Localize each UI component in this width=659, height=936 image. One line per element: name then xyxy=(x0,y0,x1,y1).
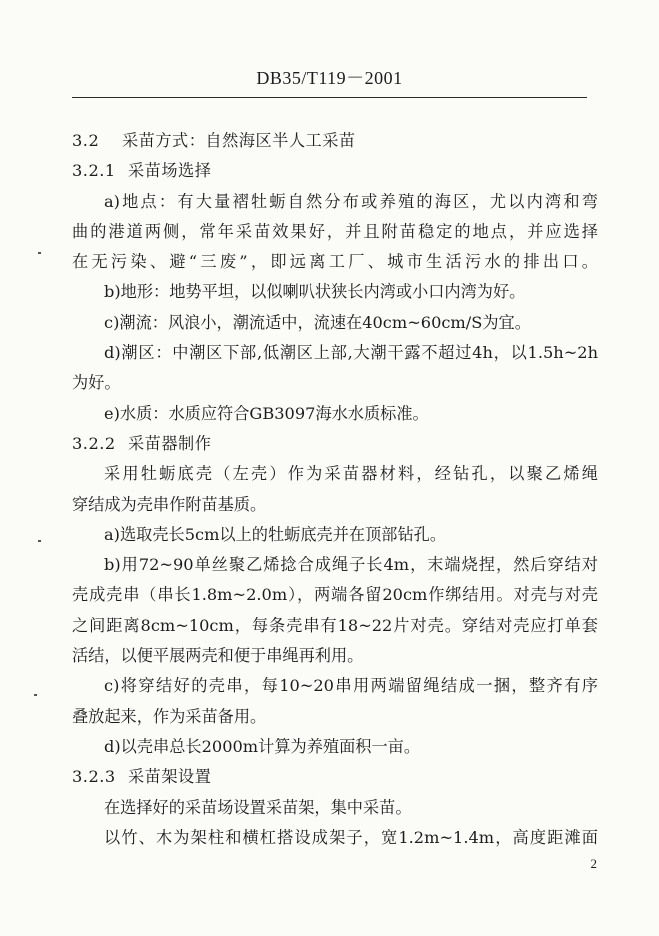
document-body xyxy=(72,126,598,853)
section-number: 3.2 xyxy=(72,131,100,150)
document-code-header: DB35/T119－2001 xyxy=(256,68,403,88)
scan-speck xyxy=(38,540,41,542)
section-number: 3.2.3 xyxy=(72,767,116,787)
paragraph-line: 为好。 xyxy=(72,373,121,393)
section-heading xyxy=(72,126,598,156)
paragraph-line: c)将穿结好的壳串，每10~20串用两端留绳结成一捆，整齐有序 xyxy=(104,676,598,696)
section-title: 采苗器制作 xyxy=(128,433,212,453)
paragraph-line: 穿结成为壳串作附苗基质。 xyxy=(72,494,267,514)
section-title: 采苗架设置 xyxy=(128,767,212,787)
section-title: 采苗场选择 xyxy=(128,161,212,181)
section-number: 3.2.1 xyxy=(72,161,116,181)
paragraph-line: 曲的港道两侧，常年采苗效果好，并且附苗稳定的地点，并应选择 xyxy=(72,221,598,241)
paragraph-line: 活结，以便平展两壳和便于串绳再利用。 xyxy=(72,646,364,666)
paragraph-line: e)水质：水质应符合GB3097海水水质标准。 xyxy=(104,403,429,423)
paragraph-line: 在选择好的采苗场设置采苗架，集中采苗。 xyxy=(104,797,412,817)
section-heading xyxy=(72,429,598,459)
page-number: 2 xyxy=(590,856,597,871)
section-heading xyxy=(72,156,598,186)
paragraph-line: a)地点：有大量褶牡蛎自然分布或养殖的海区，尤以内湾和弯 xyxy=(104,191,598,211)
paragraph-line: d)以壳串总长2000m计算为养殖面积一亩。 xyxy=(104,736,421,756)
header-rule xyxy=(72,97,587,98)
paragraph-line: a)选取壳长5cm以上的牡蛎底壳并在顶部钻孔。 xyxy=(104,524,447,544)
paragraph-line: b)用72~90单丝聚乙烯捻合成绳子长4m，末端烧捏，然后穿结对 xyxy=(104,555,598,575)
paragraph-line: c)潮流：风浪小，潮流适中，流速在40cm~60cm/S为宜。 xyxy=(104,312,531,332)
paragraph-line: 在无污染、避“三废”，即远离工厂、城市生活污水的排出口。 xyxy=(72,252,598,272)
paragraph-line: 叠放起来，作为采苗备用。 xyxy=(72,706,267,726)
paragraph-line: 采用牡蛎底壳（左壳）作为采苗器材料，经钻孔，以聚乙烯绳 xyxy=(104,464,598,484)
paragraph-line: 壳成壳串（串长1.8m~2.0m），两端各留20cm作绑结用。对壳与对壳 xyxy=(72,585,598,605)
scan-speck xyxy=(34,694,37,696)
section-number: 3.2.2 xyxy=(72,433,116,453)
scan-speck xyxy=(38,252,41,254)
paragraph-line: 之间距离8cm~10cm，每条壳串有18~22片对壳。穿结对壳应打单套 xyxy=(72,615,598,635)
paragraph-line: b)地形：地势平坦，以似喇叭状狭长内湾或小口内湾为好。 xyxy=(104,282,526,302)
paragraph-line: d)潮区：中潮区下部,低潮区上部,大潮干露不超过4h，以1.5h~2h xyxy=(104,343,598,363)
paragraph-line: 以竹、木为架柱和横杠搭设成架子，宽1.2m~1.4m，高度距滩面 xyxy=(104,827,598,847)
section-heading xyxy=(72,762,598,792)
section-title: 采苗方式：自然海区半人工采苗 xyxy=(122,131,356,150)
